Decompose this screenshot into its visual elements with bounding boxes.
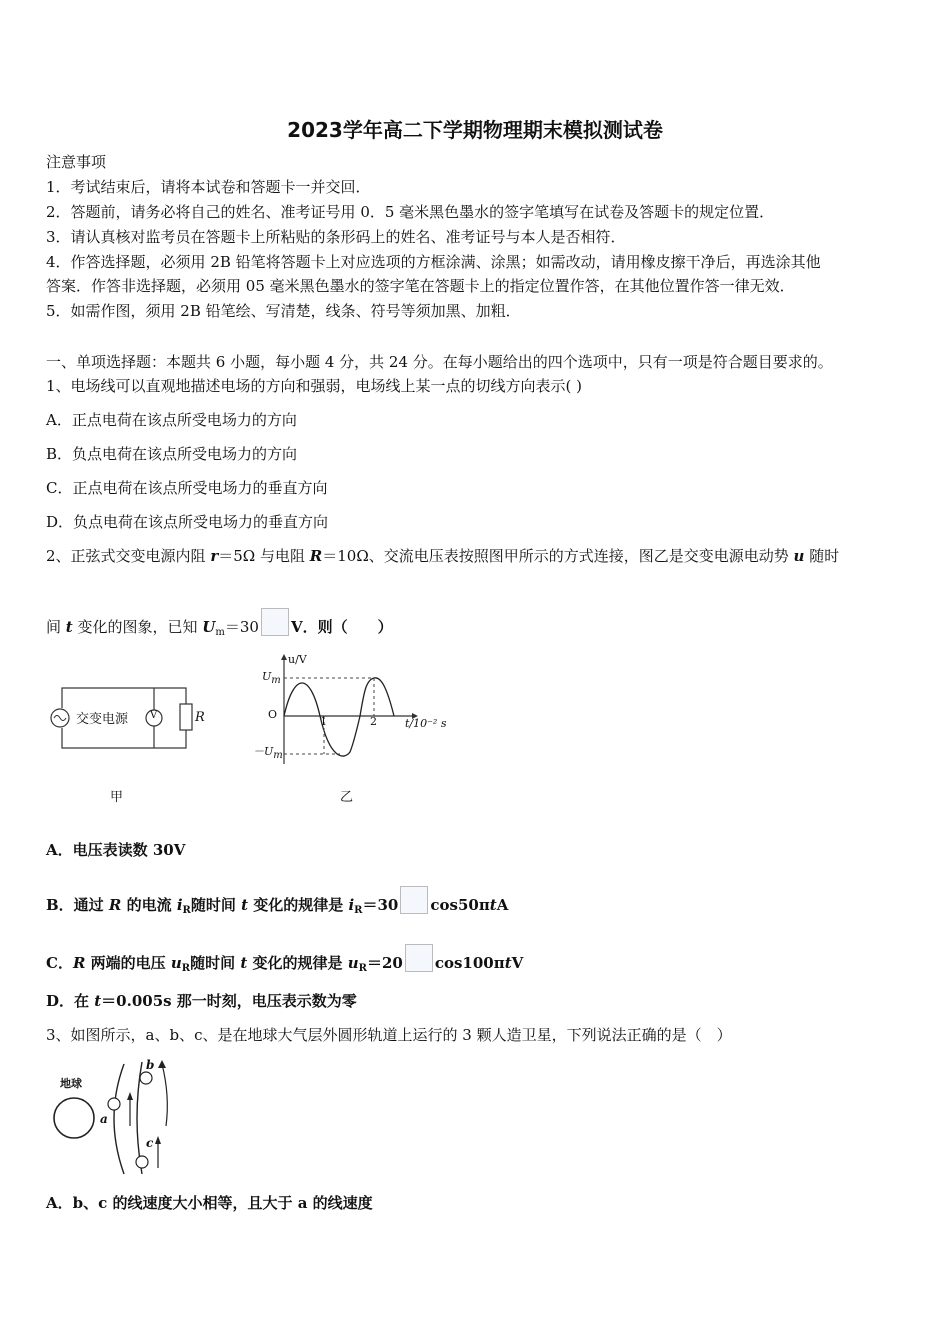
figure-caption-yi: 乙 bbox=[340, 790, 354, 805]
q2-option-a: A．电压表读数 30V bbox=[46, 841, 186, 859]
graph-um-label: Um bbox=[262, 670, 281, 686]
orbit-a bbox=[114, 1064, 124, 1174]
satellite-b-label: b bbox=[146, 1058, 155, 1072]
formula-image-icon bbox=[405, 944, 433, 972]
q3-stem: 3、如图所示，a、b、c、是在地球大气层外圆形轨道上运行的 3 颗人造卫星，下列说法正确的是（ ） bbox=[46, 1026, 732, 1044]
notice-item: 1．考试结束后，请将本试卷和答题卡一并交回． bbox=[46, 178, 371, 196]
satellite-c-icon bbox=[136, 1156, 148, 1168]
notice-item: 答案．作答非选择题，必须用 05 毫米黑色墨水的签字笔在答题卡上的指定位置作答，在其他位置作答一律无效． bbox=[46, 277, 795, 295]
q1-stem: 1、电场线可以直观地描述电场的方向和强弱，电场线上某一点的切线方向表示( ) bbox=[46, 377, 583, 395]
satellite-c-label: c bbox=[146, 1136, 154, 1150]
resistor-label: R bbox=[195, 710, 205, 725]
satellite-b-icon bbox=[140, 1072, 152, 1084]
q1-option-c: C．正点电荷在该点所受电场力的垂直方向 bbox=[46, 479, 328, 497]
notice-item: 5．如需作图，须用 2B 铅笔绘、写清楚，线条、符号等须加黑、加粗． bbox=[46, 302, 521, 320]
sine-curve bbox=[284, 678, 394, 756]
sine-graph bbox=[280, 652, 420, 770]
page-title: 2023学年高二下学期物理期末模拟测试卷 bbox=[287, 118, 663, 142]
source-label: 交变电源 bbox=[76, 712, 129, 727]
graph-x-label: t/10⁻² s bbox=[405, 717, 447, 730]
graph-y-label: u/V bbox=[288, 653, 307, 666]
formula-image-icon bbox=[261, 608, 289, 636]
graph-neg-um-label: －Um bbox=[253, 745, 283, 761]
q1-option-b: B．负点电荷在该点所受电场力的方向 bbox=[46, 445, 298, 463]
q1-option-d: D．负点电荷在该点所受电场力的垂直方向 bbox=[46, 513, 329, 531]
earth-label: 地球 bbox=[60, 1077, 82, 1090]
satellite-a-label: a bbox=[100, 1112, 108, 1126]
q2-option-b: B．通过 R 的电流 $i_R$随时间 t 变化的规律是 $i_R=30$ cos50πtA bbox=[46, 886, 508, 921]
voltmeter-label: V bbox=[150, 710, 158, 721]
q2-option-c: C．R 两端的电压 $u_R$随时间 t 变化的规律是 $u_R=20$ cos100πtV bbox=[46, 944, 523, 979]
resistor-icon bbox=[180, 704, 192, 730]
q2-stem-line2: 间 t 变化的图象，已知 $U_m=30$ V．则（ ） bbox=[46, 608, 393, 643]
graph-origin: O bbox=[268, 708, 278, 721]
q3-option-a: A．b、c 的线速度大小相等，且大于 a 的线速度 bbox=[46, 1194, 373, 1212]
satellite-a-icon bbox=[108, 1098, 120, 1110]
graph-tick-2: 2 bbox=[370, 715, 377, 728]
graph-tick-1: 1 bbox=[320, 715, 327, 728]
q2-option-d: D．在 t＝0.005s 那一时刻，电压表示数为零 bbox=[46, 992, 357, 1010]
q2-stem-line1: 2、正弦式交变电源内阻 r＝5Ω 与电阻 R＝10Ω、交流电压表按照图甲所示的方式连接，图乙是交变电源电动势 u 随时 bbox=[46, 547, 840, 565]
notice-item: 4．作答选择题，必须用 2B 铅笔将答题卡上对应选项的方框涂满、涂黑；如需改动，请用橡皮擦干净后，再选涂其他 bbox=[46, 253, 821, 271]
formula-image-icon bbox=[400, 886, 428, 914]
notice-item: 3．请认真核对监考员在答题卡上所粘贴的条形码上的姓名、准考证号与本人是否相符． bbox=[46, 228, 626, 246]
notice-item: 2．答题前，请务必将自己的姓名、准考证号用 0．5 毫米黑色墨水的签字笔填写在试卷及答题卡的规定位置． bbox=[46, 203, 775, 221]
section-heading: 一、单项选择题：本题共 6 小题，每小题 4 分，共 24 分。在每小题给出的四个选项中，只有一项是符合题目要求的。 bbox=[46, 353, 833, 371]
q1-option-a: A．正点电荷在该点所受电场力的方向 bbox=[46, 411, 297, 429]
notice-heading: 注意事项 bbox=[46, 153, 107, 171]
earth-icon bbox=[54, 1098, 94, 1138]
figure-caption-jia: 甲 bbox=[110, 790, 124, 805]
